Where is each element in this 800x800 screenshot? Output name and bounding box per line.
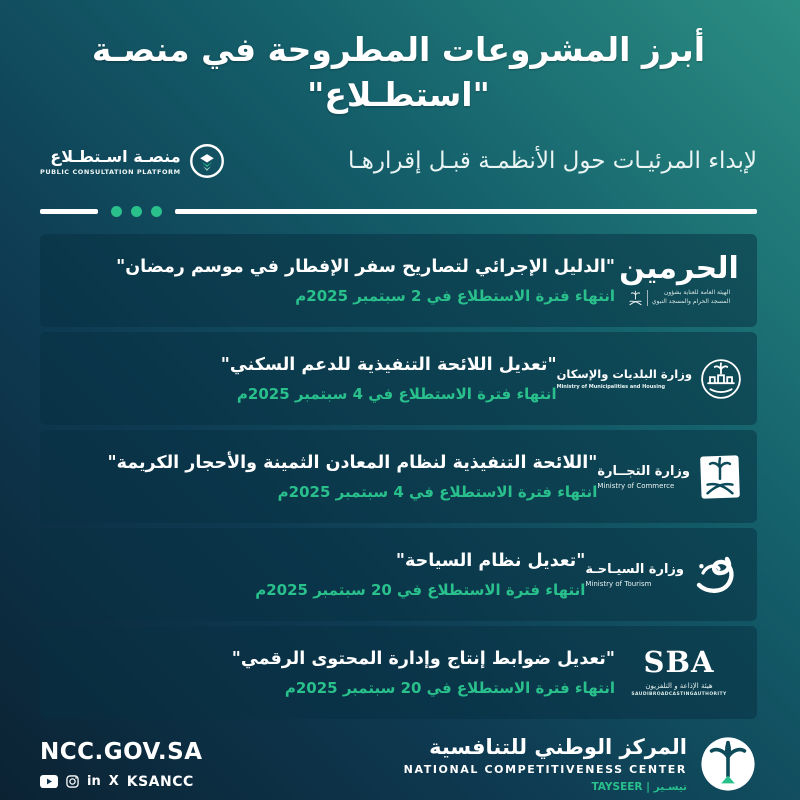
municipalities-ministry-logo [557,357,743,401]
project-row-harmain [40,234,757,327]
ministry-name-arabic: وزارة البلديات والإسكان [556,367,692,382]
commerce-ministry-logo [597,452,743,502]
subheader [40,143,757,179]
commerce-emblem-icon [697,452,743,502]
ministry-name-english: Ministry of Tourism [585,579,652,588]
tourism-ministry-logo [585,549,743,601]
x-twitter-icon: X [108,774,119,790]
green-dot [151,206,162,217]
istitlaa-platform-logo [40,143,225,179]
footer [40,735,757,793]
ncc-palm-emblem-icon [699,735,757,793]
istitlaa-platform-icon [189,143,225,179]
harmain-subline-1: الهيئة العامة للعناية بشؤون [664,289,731,297]
vertical-separator [647,290,648,306]
project-deadline: انتهاء فترة الاستطلاع في 20 سبتمبر 2025م [284,679,615,698]
harmain-subline-2: المسجد الحرام والمسجد النبوي [651,298,731,306]
sba-authority-logo [615,645,743,698]
project-deadline: انتهاء فترة الاستطلاع في 4 سبتمبر 2025م [277,483,598,502]
divider-bar-short [40,209,98,214]
tourism-calligraphy-icon [691,549,743,601]
divider-dots [111,206,162,217]
project-row-tourism [40,528,757,621]
ncc-name-arabic: المركز الوطني للتنافسية [429,735,687,760]
project-title: "تعديل ضوابط إنتاج وإدارة المحتوى الرقمي" [231,648,615,669]
sba-name-arabic: هيئة الإذاعة و التلفزيون [645,682,713,691]
project-title: "تعديل اللائحة التنفيذية للدعم السكني" [220,354,557,375]
divider [40,206,757,217]
project-deadline: انتهاء فترة الاستطلاع في 20 سبتمبر 2025م [255,581,586,600]
sba-name-english: SAUDIBROADCASTINGAUTHORITY [631,692,727,698]
project-row-commerce [40,430,757,523]
ministry-name-english: Ministry of Commerce [597,481,675,490]
platform-name-arabic: منصـة اسـتطـلاع [50,146,181,166]
ncc-name-english: NATIONAL COMPETITIVENESS CENTER [403,763,687,777]
project-title: "الدليل الإجرائي لتصاريح سفر الإفطار في موسم رمضان" [116,256,615,277]
footer-left [40,739,203,790]
linkedin-icon: in [87,774,101,790]
ministry-name-arabic: وزارة السيـاحـة [585,561,684,577]
project-row-municipalities [40,332,757,425]
sba-wordmark: SBA [643,645,715,680]
social-icons-row [40,774,203,790]
projects-list [40,234,757,719]
green-dot [111,206,122,217]
platform-name-english: PUBLIC CONSULTATION PLATFORM [40,167,181,176]
divider-bar-long [175,209,757,214]
palm-swords-emblem-icon [628,290,643,307]
project-deadline: انتهاء فترة الاستطلاع في 2 سبتمبر 2025م [295,287,615,306]
project-row-sba [40,626,757,719]
ncc-website-url: NCC.GOV.SA [40,738,203,765]
page-subtitle: لإبداء المرئيـات حول الأنظمـة قبـل إقرارهـا [348,148,757,175]
page-title: أبرز المشروعات المطروحة في منصـة "استطـلاع" [91,30,706,114]
youtube-icon [40,775,58,788]
harmain-authority-logo [615,251,743,306]
instagram-icon [66,775,79,788]
project-deadline: انتهاء فترة الاستطلاع في 4 سبتمبر 2025م [236,385,557,404]
ministry-name-english: Ministry of Municipalities and Housing [556,384,666,391]
harmain-wordmark: الحرمين [619,251,739,287]
project-title: "تعديل نظام السياحة" [395,550,586,571]
ministry-name-arabic: وزارة التجــارة [597,463,690,479]
ncc-logo-block [404,735,757,793]
project-title: "اللائحة التنفيذية لنظام المعادن الثمينة والأحجار الكريمة" [107,452,598,473]
social-handle: KSANCC [126,773,194,790]
ncc-tagline: تيسـير | TAYSEER [591,781,687,794]
municipalities-emblem-icon [699,357,743,401]
green-dot [131,206,142,217]
